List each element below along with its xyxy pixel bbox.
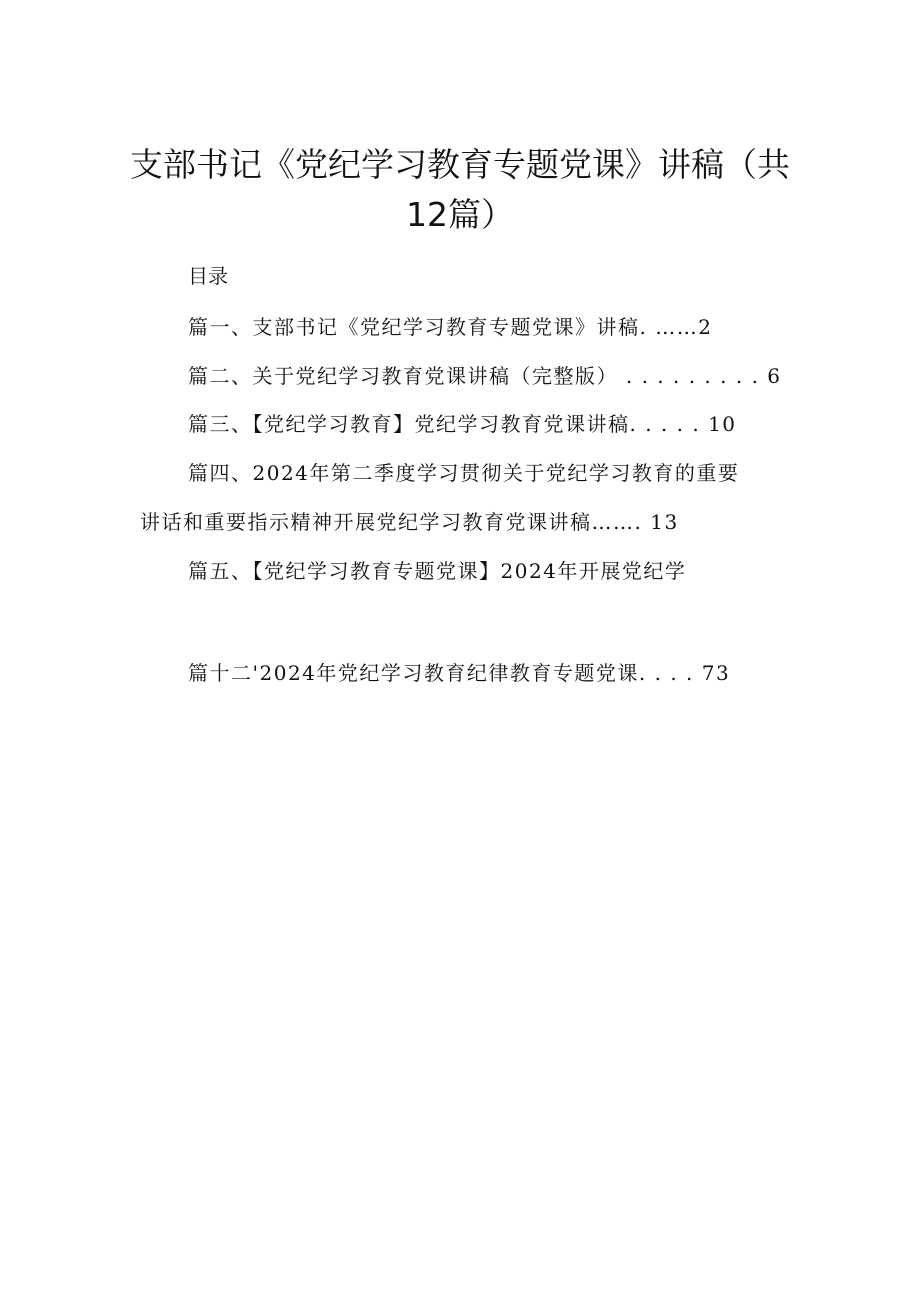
document-title	[100, 140, 820, 240]
toc-heading: 目录	[188, 264, 228, 288]
toc-entry-4-line-2[interactable]: 讲话和重要指示精神开展党纪学习教育党课讲稿……. 13	[140, 510, 679, 534]
toc-entry-2[interactable]: 篇二、关于党纪学习教育党课讲稿（完整版） . . . . . . . . . 6	[188, 364, 782, 388]
toc-entry-1[interactable]: 篇一、支部书记《党纪学习教育专题党课》讲稿. ……2	[188, 315, 713, 339]
document-title-line-1: 支部书记《党纪学习教育专题党课》讲稿（共	[130, 145, 790, 184]
toc-entry-3[interactable]: 篇三、【党纪学习教育】党纪学习教育党课讲稿. . . . . 10	[188, 412, 737, 436]
toc-entry-12[interactable]: 篇十二'2024年党纪学习教育纪律教育专题党课. . . . 73	[188, 661, 731, 685]
document-title-line-2: 12篇）	[406, 195, 514, 234]
toc-entry-4-line-1[interactable]: 篇四、2024年第二季度学习贯彻关于党纪学习教育的重要	[188, 461, 740, 485]
toc-entry-5[interactable]: 篇五、【党纪学习教育专题党课】2024年开展党纪学	[188, 559, 687, 583]
